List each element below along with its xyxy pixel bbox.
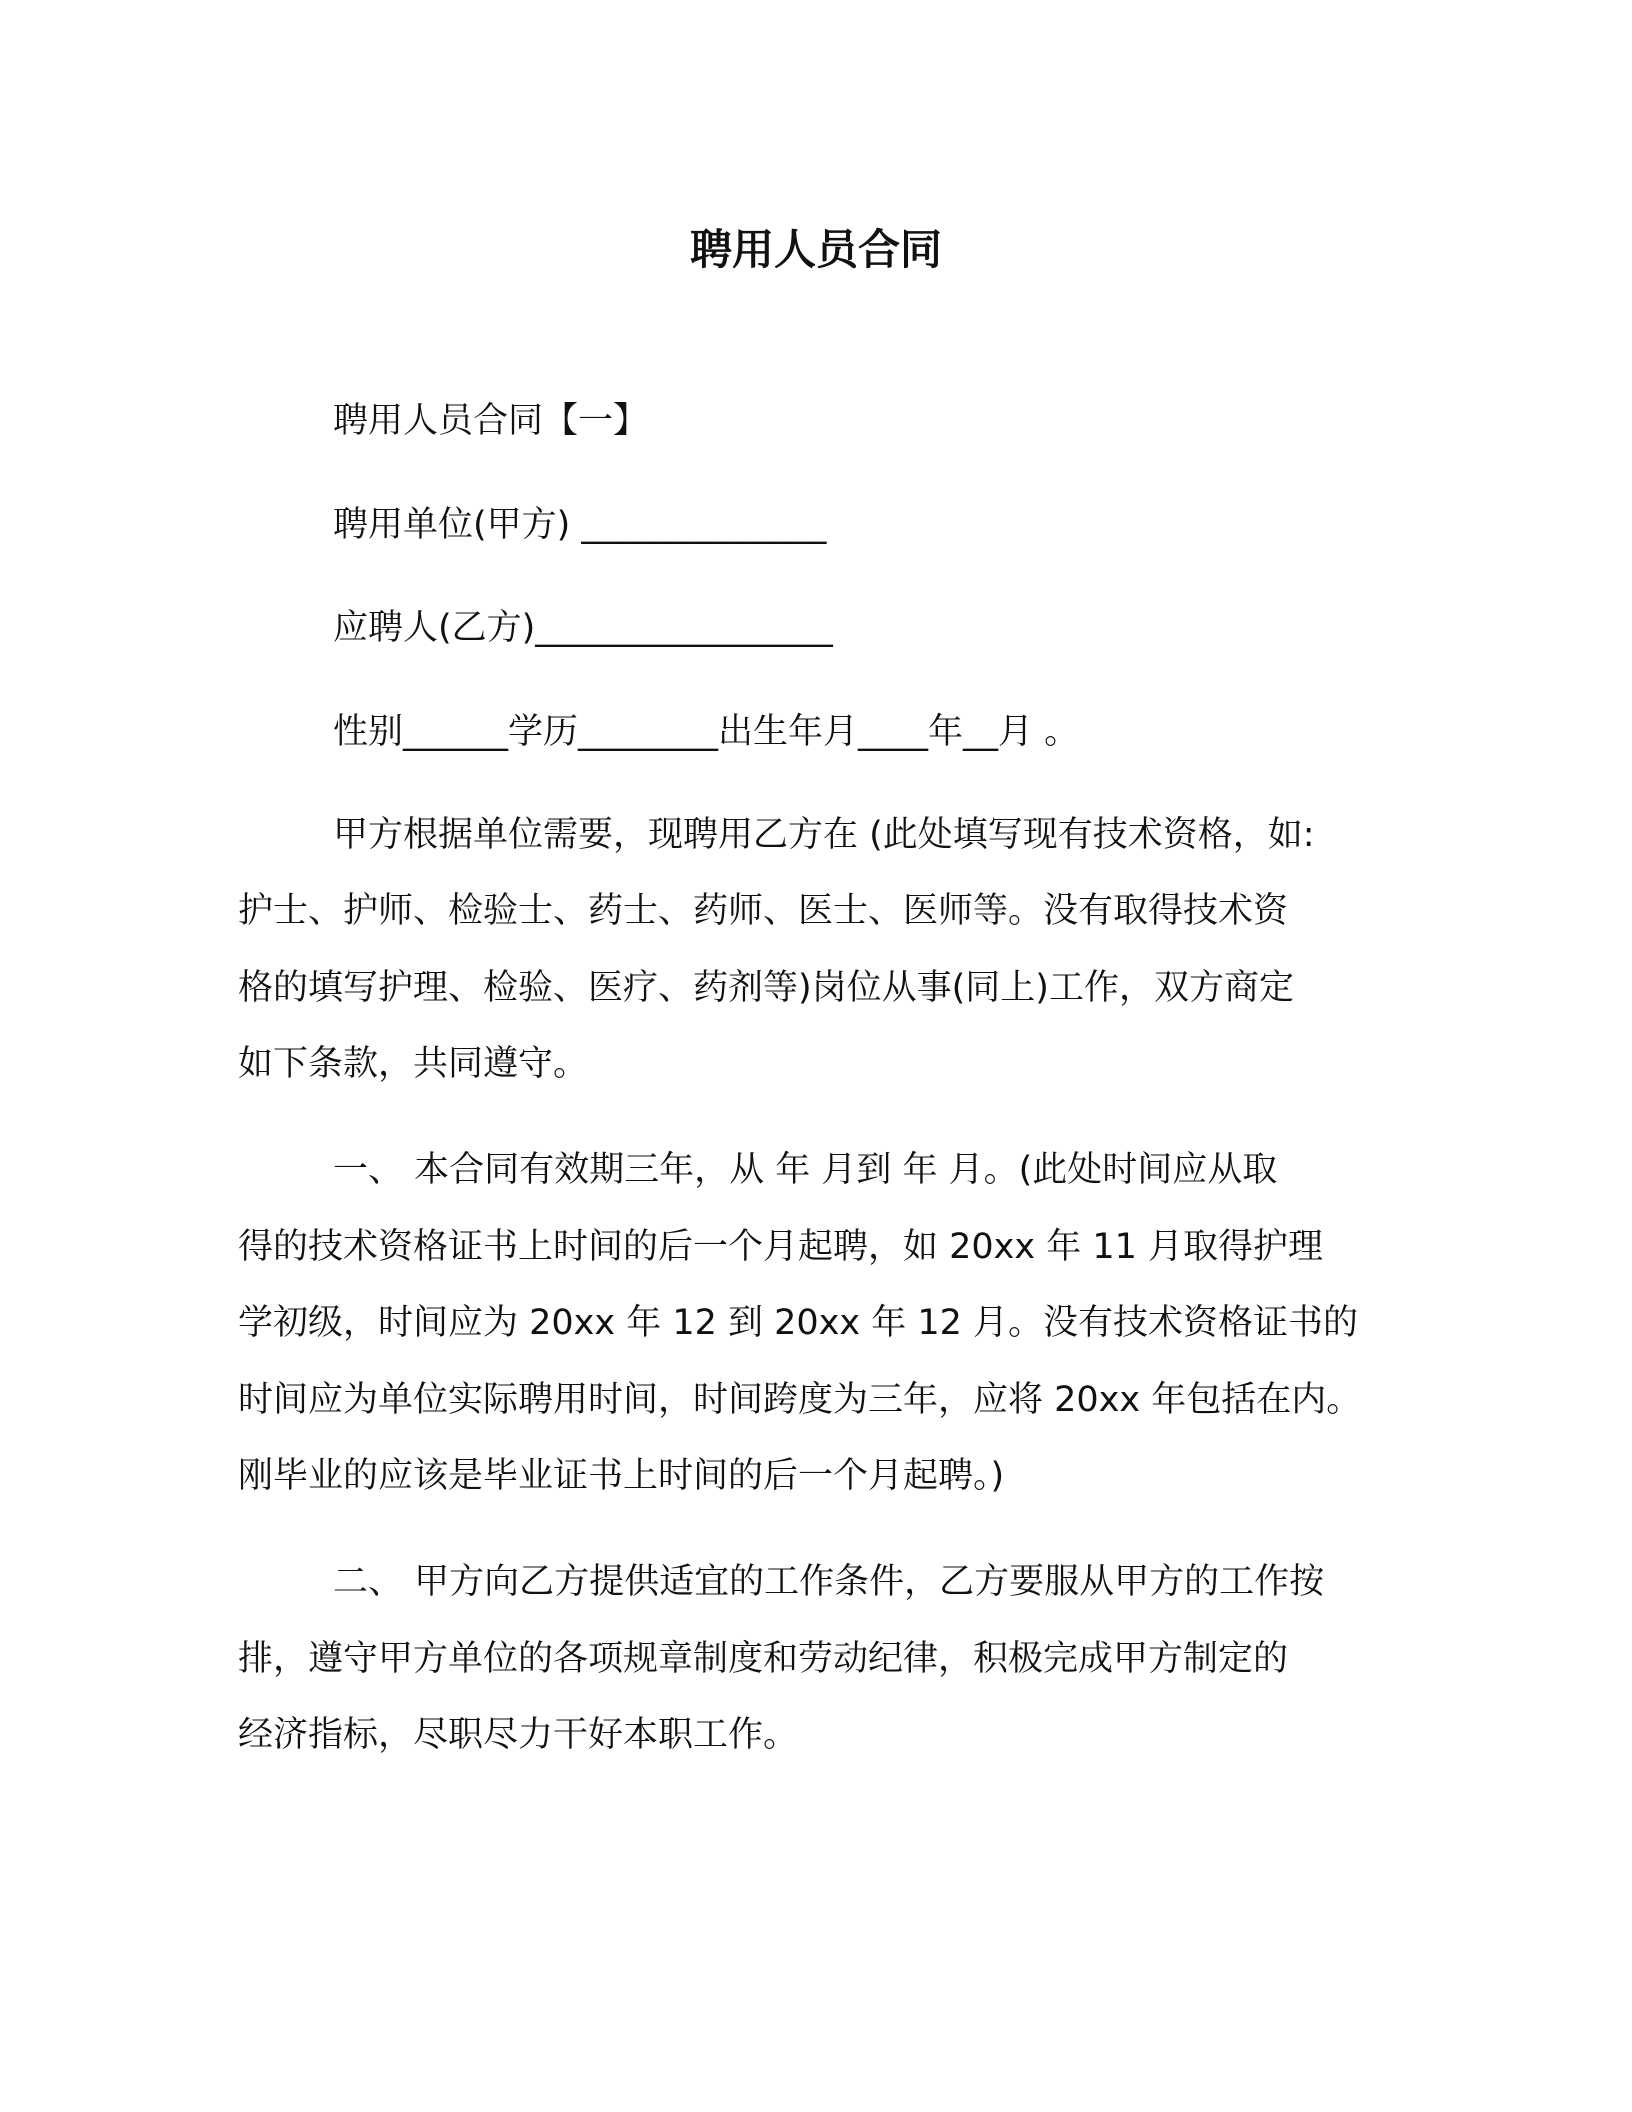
paragraph-line: 学初级，时间应为 20xx 年 12 到 20xx 年 12 月。没有技术资格证书的 bbox=[238, 1303, 1359, 1343]
paragraph-line: 二、 甲方向乙方提供适宜的工作条件，乙方要服从甲方的工作按 bbox=[333, 1562, 1325, 1602]
document-title: 聘用人员合同 bbox=[689, 225, 942, 274]
employer-line: 聘用单位(甲方) ______________ bbox=[333, 505, 827, 545]
paragraph-line: 排，遵守甲方单位的各项规章制度和劳动纪律，积极完成甲方制定的 bbox=[238, 1639, 1289, 1679]
paragraph-line: 一、 本合同有效期三年，从 年 月到 年 月。(此处时间应从取 bbox=[333, 1150, 1278, 1190]
paragraph-line: 甲方根据单位需要，现聘用乙方在 (此处填写现有技术资格，如: bbox=[333, 815, 1315, 855]
paragraph-line: 时间应为单位实际聘用时间，时间跨度为三年，应将 20xx 年包括在内。 bbox=[238, 1380, 1362, 1420]
paragraph-line: 得的技术资格证书上时间的后一个月起聘，如 20xx 年 11 月取得护理 bbox=[238, 1227, 1324, 1267]
paragraph-line: 护士、护师、检验士、药士、药师、医士、医师等。没有取得技术资 bbox=[238, 891, 1289, 931]
section-heading: 聘用人员合同【一】 bbox=[333, 401, 649, 441]
applicant-line: 应聘人(乙方)_________________ bbox=[333, 608, 833, 648]
paragraph-line: 经济指标，尽职尽力干好本职工作。 bbox=[238, 1715, 799, 1755]
paragraph-line: 刚毕业的应该是毕业证书上时间的后一个月起聘。) bbox=[238, 1456, 1005, 1496]
paragraph-line: 如下条款，共同遵守。 bbox=[238, 1044, 589, 1084]
personal-info-line: 性别______学历________出生年月____年__月 。 bbox=[333, 712, 1080, 752]
paragraph-line: 格的填写护理、检验、医疗、药剂等)岗位从事(同上)工作，双方商定 bbox=[238, 968, 1294, 1008]
